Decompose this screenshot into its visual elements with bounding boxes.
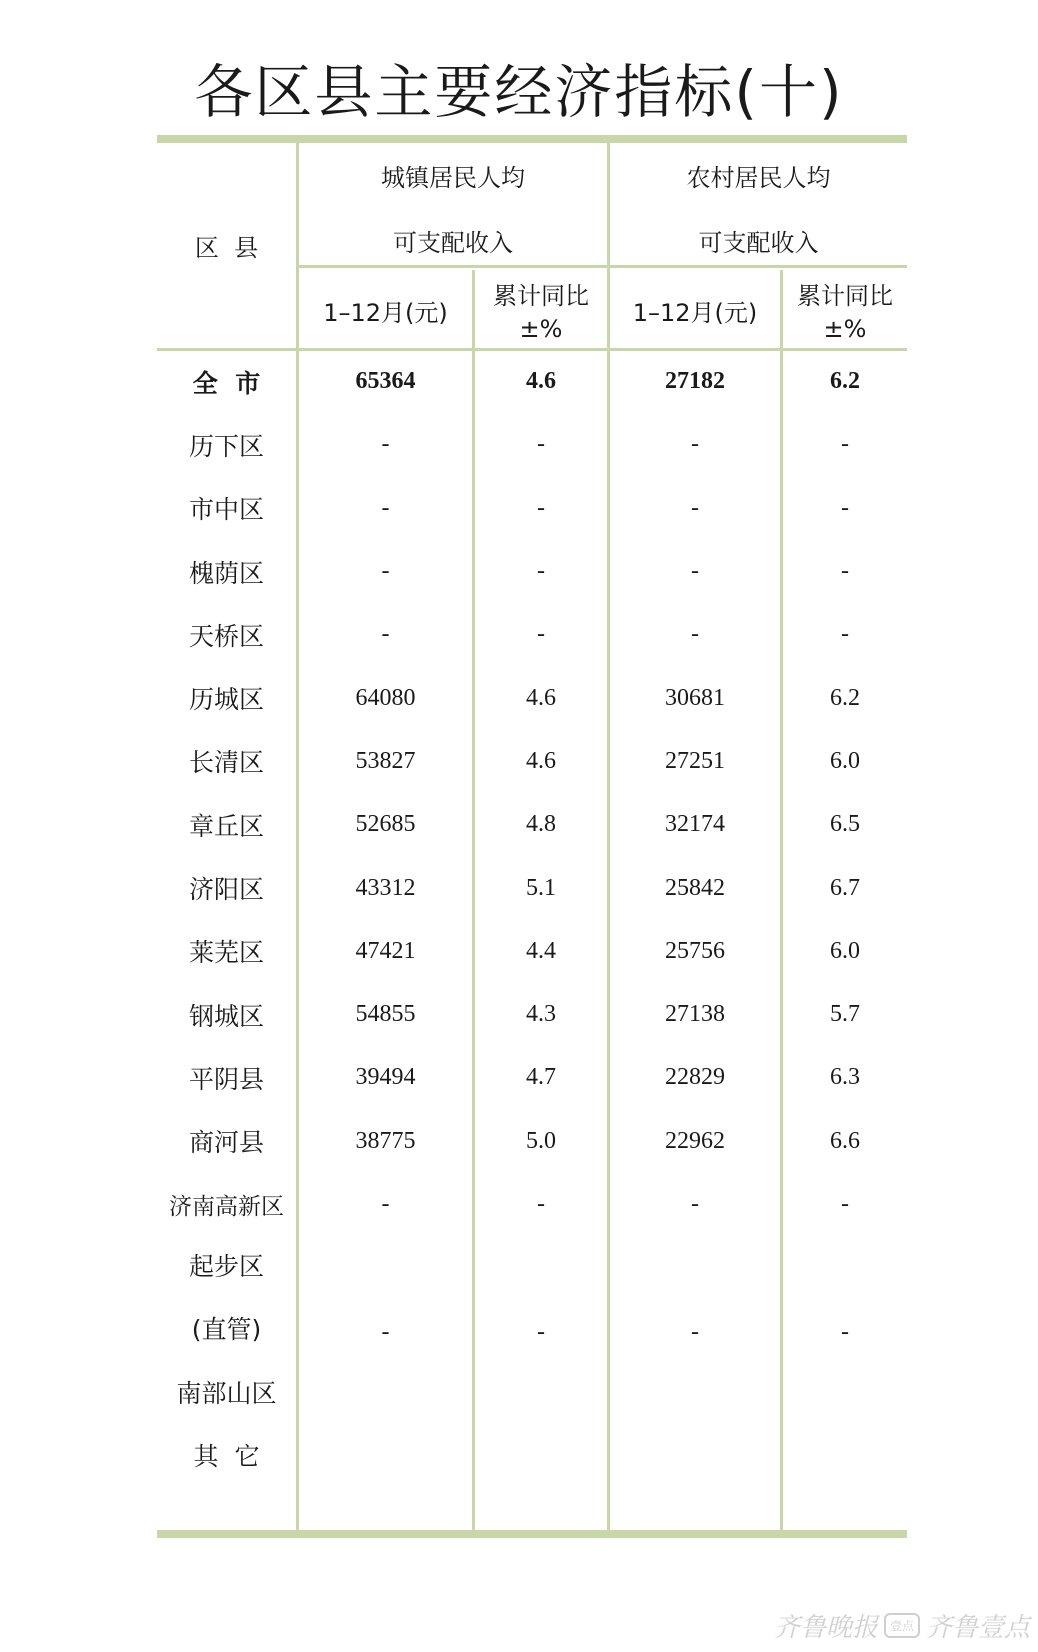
rural-growth-cell: 6.7 [830, 874, 860, 901]
rural-growth-cell: 6.5 [830, 811, 860, 838]
rural-income-cell: - [691, 431, 699, 458]
rural-growth-cell: - [841, 494, 849, 521]
top-rule [157, 135, 907, 143]
urban-growth-cell: - [537, 621, 545, 648]
region-cell-southern-mountain: 南部山区 [176, 1379, 277, 1408]
region-cell: 商河县 [188, 1128, 264, 1158]
region-cell: 莱芜区 [188, 938, 264, 968]
rural-growth-cell: 6.6 [830, 1127, 860, 1154]
header-group-divider [297, 265, 907, 268]
urban-income-cell: 39494 [355, 1064, 416, 1091]
rural-income-cell: - [691, 1191, 699, 1218]
urban-group-line2: 可支配收入 [393, 228, 513, 257]
rural-growth-cell: 6.2 [830, 368, 860, 395]
urban-income-cell: - [381, 621, 390, 648]
rural-growth-header-line1: 累计同比 [797, 281, 893, 310]
region-cell: 槐荫区 [188, 558, 264, 588]
urban-income-cell: - [381, 1191, 390, 1218]
rural-income-cell: - [691, 494, 699, 521]
urban-income-cell: 43312 [355, 874, 416, 901]
rural-growth-cell: - [841, 431, 849, 458]
urban-income-cell: 47421 [355, 937, 416, 964]
urban-growth-cell: 4.4 [526, 937, 556, 964]
urban-growth-cell: 4.8 [526, 811, 556, 838]
rural-income-cell: 27182 [665, 368, 725, 395]
rural-growth-header-line2: ±% [823, 315, 867, 343]
urban-income-cell: 64080 [355, 684, 416, 711]
rural-growth-cell: 6.2 [830, 684, 860, 711]
rural-group-line2: 可支配收入 [698, 228, 819, 257]
urban-growth-cell: 5.0 [526, 1127, 556, 1154]
region-cell: 济阳区 [188, 875, 264, 905]
rural-income-cell: 22829 [665, 1064, 725, 1091]
urban-growth-cell: - [537, 431, 545, 458]
region-cell-others: 其 它 [193, 1442, 260, 1471]
rural-growth-cell: - [841, 1191, 849, 1218]
region-cell: 钢城区 [188, 1001, 264, 1031]
merged-rural-value: - [691, 1318, 699, 1345]
rural-income-cell: 27251 [665, 747, 725, 774]
rural-income-cell: 30681 [665, 684, 725, 711]
urban-growth-cell: 4.7 [526, 1064, 556, 1091]
region-cell: 全 市 [192, 368, 261, 398]
rural-growth-cell: 6.0 [830, 747, 860, 774]
watermark-seal-icon: 壹点 [884, 1613, 920, 1638]
urban-period-header: 1–12月(元) [323, 298, 448, 327]
region-cell-qibu: 起步区 [188, 1252, 264, 1281]
region-cell: 天桥区 [188, 621, 264, 651]
urban-growth-cell: 4.6 [526, 368, 556, 395]
bottom-rule [157, 1530, 907, 1538]
rural-growth-cell: - [841, 558, 849, 585]
region-cell: 历城区 [188, 685, 264, 715]
merged-rural-growth: - [841, 1318, 849, 1345]
region-cell: 市中区 [188, 495, 264, 525]
urban-growth-cell: - [537, 494, 545, 521]
urban-growth-cell: - [537, 1191, 545, 1218]
rural-income-cell: 32174 [665, 811, 725, 838]
rural-income-cell: 22962 [665, 1127, 725, 1154]
urban-growth-cell: 4.6 [526, 747, 556, 774]
region-cell: 平阴县 [188, 1064, 264, 1094]
urban-income-cell: - [381, 558, 390, 585]
region-cell: 长清区 [188, 748, 264, 778]
urban-income-cell: 54855 [355, 1001, 416, 1028]
watermark [700, 1605, 1030, 1645]
urban-growth-header-line1: 累计同比 [493, 281, 589, 310]
merged-urban-growth: - [537, 1318, 545, 1345]
rural-growth-cell: - [841, 621, 849, 648]
rural-growth-cell: 6.3 [830, 1064, 860, 1091]
urban-income-cell: - [381, 431, 390, 458]
urban-income-cell: 38775 [355, 1127, 416, 1154]
region-cell: 济南高新区 [169, 1194, 284, 1221]
region-cell: 历下区 [188, 431, 264, 461]
urban-income-cell: 53827 [355, 747, 416, 774]
rural-income-cell: - [691, 621, 699, 648]
rural-income-cell: 27138 [665, 1001, 725, 1028]
watermark-brand-1: 齐鲁晚报 [773, 1612, 878, 1643]
urban-growth-cell: 4.6 [526, 684, 556, 711]
urban-growth-cell: 4.3 [526, 1001, 556, 1028]
region-cell: 章丘区 [188, 811, 264, 841]
urban-income-cell: - [381, 494, 390, 521]
urban-growth-cell: 5.1 [526, 874, 556, 901]
page-title: 各区县主要经济指标(十) [194, 58, 844, 126]
watermark-brand-2: 齐鲁壹点 [925, 1612, 1030, 1643]
urban-income-cell: 65364 [355, 368, 416, 395]
merged-urban-value: - [381, 1318, 390, 1345]
urban-income-cell: 52685 [355, 811, 416, 838]
rural-income-cell: 25842 [665, 874, 725, 901]
urban-growth-cell: - [537, 558, 545, 585]
rural-income-cell: - [691, 558, 699, 585]
rural-growth-cell: 6.0 [830, 937, 860, 964]
region-cell-direct: (直管) [191, 1315, 262, 1344]
rural-growth-cell: 5.7 [830, 1001, 860, 1028]
rural-income-cell: 25756 [665, 937, 725, 964]
region-header: 区 县 [194, 234, 259, 262]
urban-growth-header-line2: ±% [519, 315, 563, 343]
urban-group-line1: 城镇居民人均 [381, 163, 525, 192]
rural-period-header: 1–12月(元) [632, 298, 758, 327]
rural-group-line1: 农村居民人均 [686, 163, 831, 192]
